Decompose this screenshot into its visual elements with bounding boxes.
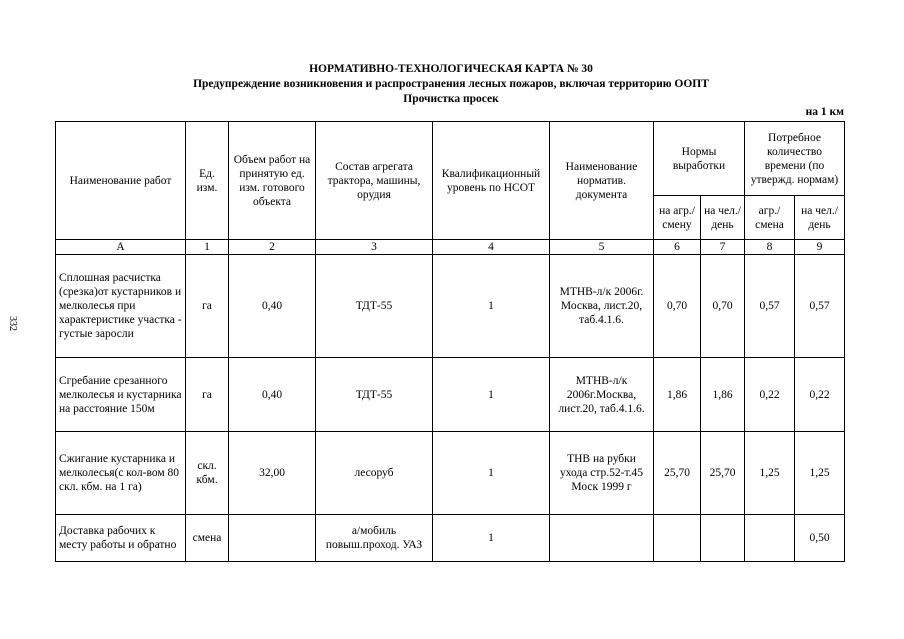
section-title: Прочистка просек: [403, 93, 499, 105]
cell-unit: смена: [186, 515, 229, 562]
cell-time-agr: [745, 515, 795, 562]
header-volume: Объем работ на принятую ед. изм. готового объекта: [229, 122, 316, 240]
header-name: Наименование работ: [56, 122, 186, 240]
cell-qualification: 1: [433, 515, 550, 562]
cell-composition: лесоруб: [316, 432, 433, 515]
cell-time-chel: 0,22: [795, 358, 845, 432]
table-row: [56, 358, 845, 432]
index-cell: А: [56, 240, 186, 255]
cell-composition: ТДТ-55: [316, 358, 433, 432]
index-cell: 1: [186, 240, 229, 255]
header-norms-agr: на агр./ смену: [654, 196, 701, 240]
cell-composition: ТДТ-55: [316, 255, 433, 358]
cell-time-chel: 1,25: [795, 432, 845, 515]
document-subtitle: Предупреждение возникновения и распространения лесных пожаров, включая территорию ООПТ: [193, 78, 709, 90]
header-unit: Ед. изм.: [186, 122, 229, 240]
document-title: НОРМАТИВНО-ТЕХНОЛОГИЧЕСКАЯ КАРТА № 30: [309, 63, 593, 75]
cell-composition: а/мобиль повыш.проход. УАЗ: [316, 515, 433, 562]
cell-qualification: 1: [433, 255, 550, 358]
cell-unit: га: [186, 358, 229, 432]
cell-unit: скл. кбм.: [186, 432, 229, 515]
cell-name: Сплошная расчистка (срезка)от кустарников и мелколесья при характеристике участка - густые заросли: [56, 255, 186, 358]
header-row: [56, 122, 845, 196]
cell-norm-chel: [701, 515, 745, 562]
cell-norm-agr: 25,70: [654, 432, 701, 515]
cell-qualification: 1: [433, 358, 550, 432]
cell-volume: [229, 515, 316, 562]
table-row: [56, 255, 845, 358]
index-cell: 5: [550, 240, 654, 255]
cell-time-chel: 0,50: [795, 515, 845, 562]
cell-time-chel: 0,57: [795, 255, 845, 358]
title-block: [56, 62, 846, 107]
header-qualification: Квалификационный уровень по НСОТ: [433, 122, 550, 240]
cell-time-agr: 0,57: [745, 255, 795, 358]
index-cell: 9: [795, 240, 845, 255]
table-row: [56, 432, 845, 515]
cell-document: ТНВ на рубки ухода стр.52-т.45 Моск 1999 г: [550, 432, 654, 515]
cell-norm-agr: [654, 515, 701, 562]
cell-document: МТНВ-л/к 2006г. Москва, лист.20, таб.4.1.6.: [550, 255, 654, 358]
header-norms: Нормы выработки: [654, 122, 745, 196]
cell-time-agr: 1,25: [745, 432, 795, 515]
header-time-agr: агр./ смена: [745, 196, 795, 240]
cell-norm-agr: 0,70: [654, 255, 701, 358]
cell-document: [550, 515, 654, 562]
header-document: Наименование норматив. документа: [550, 122, 654, 240]
index-cell: 8: [745, 240, 795, 255]
cell-document: МТНВ-л/к 2006г.Москва, лист.20, таб.4.1.6.: [550, 358, 654, 432]
norms-table: [55, 121, 845, 562]
header-time: Потребное количество времени (по утвержд. нормам): [745, 122, 845, 196]
cell-volume: 0,40: [229, 255, 316, 358]
index-cell: 6: [654, 240, 701, 255]
index-cell: 4: [433, 240, 550, 255]
cell-name: Сгребание срезанного мелколесья и кустарника на расстояние 150м: [56, 358, 186, 432]
cell-name: Сжигание кустарника и мелколесья(с кол-вом 80 скл. кбм. на 1 га): [56, 432, 186, 515]
cell-qualification: 1: [433, 432, 550, 515]
cell-unit: га: [186, 255, 229, 358]
cell-norm-chel: 0,70: [701, 255, 745, 358]
cell-time-agr: 0,22: [745, 358, 795, 432]
cell-volume: 32,00: [229, 432, 316, 515]
index-cell: 7: [701, 240, 745, 255]
header-time-chel: на чел./ день: [795, 196, 845, 240]
index-row: [56, 240, 845, 255]
page-number: 332: [7, 316, 18, 331]
index-cell: 3: [316, 240, 433, 255]
header-norms-chel: на чел./ день: [701, 196, 745, 240]
cell-volume: 0,40: [229, 358, 316, 432]
header-composition: Состав агрегата трактора, машины, орудия: [316, 122, 433, 240]
cell-name: Доставка рабочих к месту работы и обратно: [56, 515, 186, 562]
table-row: [56, 515, 845, 562]
measurement-unit: на 1 км: [805, 106, 844, 118]
cell-norm-chel: 1,86: [701, 358, 745, 432]
index-cell: 2: [229, 240, 316, 255]
cell-norm-agr: 1,86: [654, 358, 701, 432]
cell-norm-chel: 25,70: [701, 432, 745, 515]
